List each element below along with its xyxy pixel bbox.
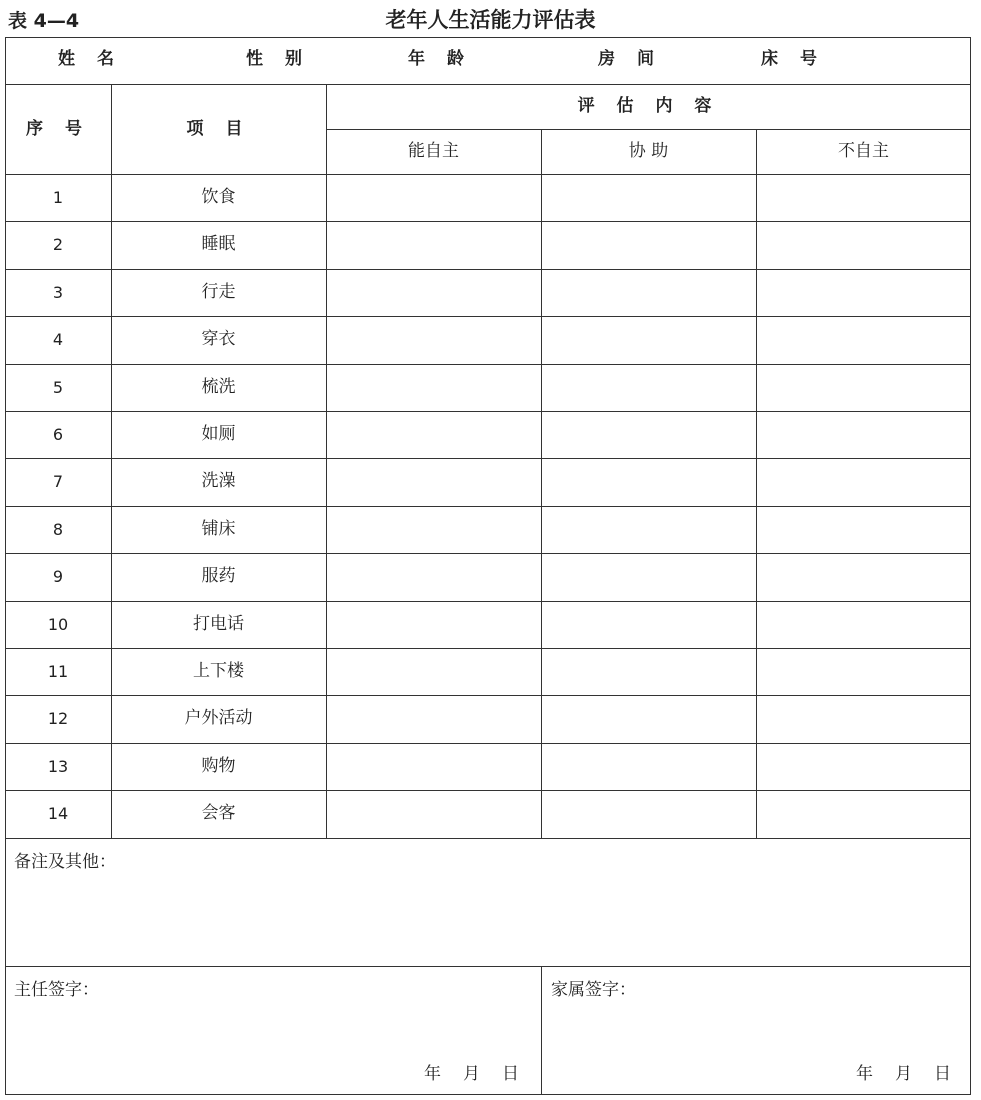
remarks-divider (5, 966, 971, 967)
cell-independent[interactable] (327, 603, 540, 647)
cell-assisted[interactable] (542, 650, 755, 694)
seq-header: 序 号 (26, 119, 90, 139)
row-divider (5, 790, 971, 791)
row-number: 2 (52, 235, 64, 255)
cell-assisted[interactable] (542, 697, 755, 741)
cell-independent[interactable] (327, 697, 540, 741)
row-item: 洗澡 (201, 471, 236, 492)
row-item: 饮食 (201, 187, 236, 207)
date-year: 年 (856, 1064, 873, 1084)
level-header-independent: 能自主 (408, 141, 459, 161)
row-item: 铺床 (201, 518, 236, 539)
cell-assisted[interactable] (542, 508, 755, 552)
level-header-dependent: 不自主 (838, 141, 889, 161)
remarks-label: 备注及其他： (14, 852, 116, 872)
cell-assisted[interactable] (542, 271, 755, 315)
row-divider (5, 221, 971, 222)
cell-dependent[interactable] (757, 413, 970, 457)
age-label: 年 龄 (408, 49, 472, 69)
cell-dependent[interactable] (757, 697, 970, 741)
cell-assisted[interactable] (542, 413, 755, 457)
cell-dependent[interactable] (757, 223, 970, 267)
row-divider (5, 506, 971, 507)
name-label: 姓 名 (58, 49, 122, 69)
cell-dependent[interactable] (757, 318, 970, 362)
director-sign-date (402, 1066, 519, 1083)
row-item: 睡眠 (201, 234, 236, 255)
cell-dependent[interactable] (757, 460, 970, 504)
col-divider-seq (111, 84, 112, 838)
cell-independent[interactable] (327, 318, 540, 362)
row-divider (5, 458, 971, 459)
level-header-assisted: 协 助 (628, 141, 669, 161)
info-row-divider (5, 84, 971, 85)
cell-dependent[interactable] (757, 792, 970, 836)
cell-independent[interactable] (327, 745, 540, 789)
row-item: 购物 (201, 755, 236, 776)
row-number: 10 (47, 614, 69, 634)
cell-assisted[interactable] (542, 603, 755, 647)
col-divider-independent (541, 129, 542, 838)
cell-assisted[interactable] (542, 318, 755, 362)
cell-assisted[interactable] (542, 555, 755, 599)
cell-independent[interactable] (327, 413, 540, 457)
cell-assisted[interactable] (542, 460, 755, 504)
row-divider (5, 174, 971, 175)
row-item: 梳洗 (201, 376, 236, 397)
row-number: 9 (52, 567, 64, 587)
cell-assisted[interactable] (542, 792, 755, 836)
row-divider (5, 601, 971, 602)
cell-independent[interactable] (327, 650, 540, 694)
cell-dependent[interactable] (757, 271, 970, 315)
row-number: 6 (52, 425, 64, 444)
cell-dependent[interactable] (757, 603, 970, 647)
table-label: 表 4—4 (8, 10, 80, 32)
row-item: 打电话 (193, 613, 244, 634)
assessment-header-divider (326, 129, 971, 130)
row-divider (5, 695, 971, 696)
cell-independent[interactable] (327, 555, 540, 599)
row-divider (5, 743, 971, 744)
row-number: 4 (52, 330, 64, 350)
row-divider (5, 316, 971, 317)
row-item: 服药 (201, 566, 236, 587)
cell-dependent[interactable] (757, 555, 970, 599)
row-divider (5, 648, 971, 649)
row-number: 8 (52, 519, 64, 539)
date-year: 年 (424, 1064, 441, 1084)
cell-independent[interactable] (327, 508, 540, 552)
room-label: 房 间 (598, 49, 662, 69)
col-divider-assisted (756, 129, 757, 838)
cell-dependent[interactable] (757, 366, 970, 410)
cell-independent[interactable] (327, 792, 540, 836)
row-divider (5, 553, 971, 554)
row-number: 13 (47, 756, 69, 776)
row-item: 户外活动 (184, 708, 253, 729)
row-number: 5 (52, 377, 64, 397)
cell-independent[interactable] (327, 366, 540, 410)
cell-dependent[interactable] (757, 508, 970, 552)
assessment-header: 评 估 内 容 (577, 96, 720, 116)
row-divider (5, 269, 971, 270)
item-header: 项 目 (186, 119, 251, 139)
cell-independent[interactable] (327, 176, 540, 220)
family-sign-date (834, 1066, 951, 1083)
row-item: 行走 (201, 281, 236, 302)
family-sign-label: 家属签字： (551, 980, 636, 1000)
row-item: 会客 (201, 803, 236, 824)
row-number: 7 (52, 472, 64, 492)
cell-assisted[interactable] (542, 223, 755, 267)
signature-divider (541, 966, 542, 1095)
cell-independent[interactable] (327, 460, 540, 504)
page-title: 老年人生活能力评估表 (385, 8, 596, 32)
cell-dependent[interactable] (757, 650, 970, 694)
date-day: 日 (502, 1064, 519, 1084)
row-number: 14 (47, 804, 69, 824)
date-month: 月 (463, 1064, 480, 1084)
row-number: 3 (52, 282, 64, 302)
row-divider (5, 364, 971, 365)
row-item: 如厕 (201, 424, 236, 444)
table-bottom-divider (5, 838, 971, 839)
gender-label: 性 别 (246, 49, 310, 69)
cell-independent[interactable] (327, 271, 540, 315)
cell-independent[interactable] (327, 223, 540, 267)
row-item: 穿衣 (201, 329, 236, 350)
cell-dependent[interactable] (757, 745, 970, 789)
cell-assisted[interactable] (542, 745, 755, 789)
col-divider-item (326, 84, 327, 838)
date-month: 月 (895, 1064, 912, 1084)
row-number: 12 (47, 709, 69, 729)
cell-dependent[interactable] (757, 176, 970, 220)
row-divider (5, 411, 971, 412)
row-number: 1 (52, 188, 64, 207)
bed-label: 床 号 (761, 49, 825, 69)
cell-assisted[interactable] (542, 176, 755, 220)
row-item: 上下楼 (193, 661, 244, 681)
director-sign-label: 主任签字： (14, 980, 99, 1000)
row-number: 11 (47, 662, 69, 681)
date-day: 日 (934, 1064, 951, 1084)
cell-assisted[interactable] (542, 366, 755, 410)
